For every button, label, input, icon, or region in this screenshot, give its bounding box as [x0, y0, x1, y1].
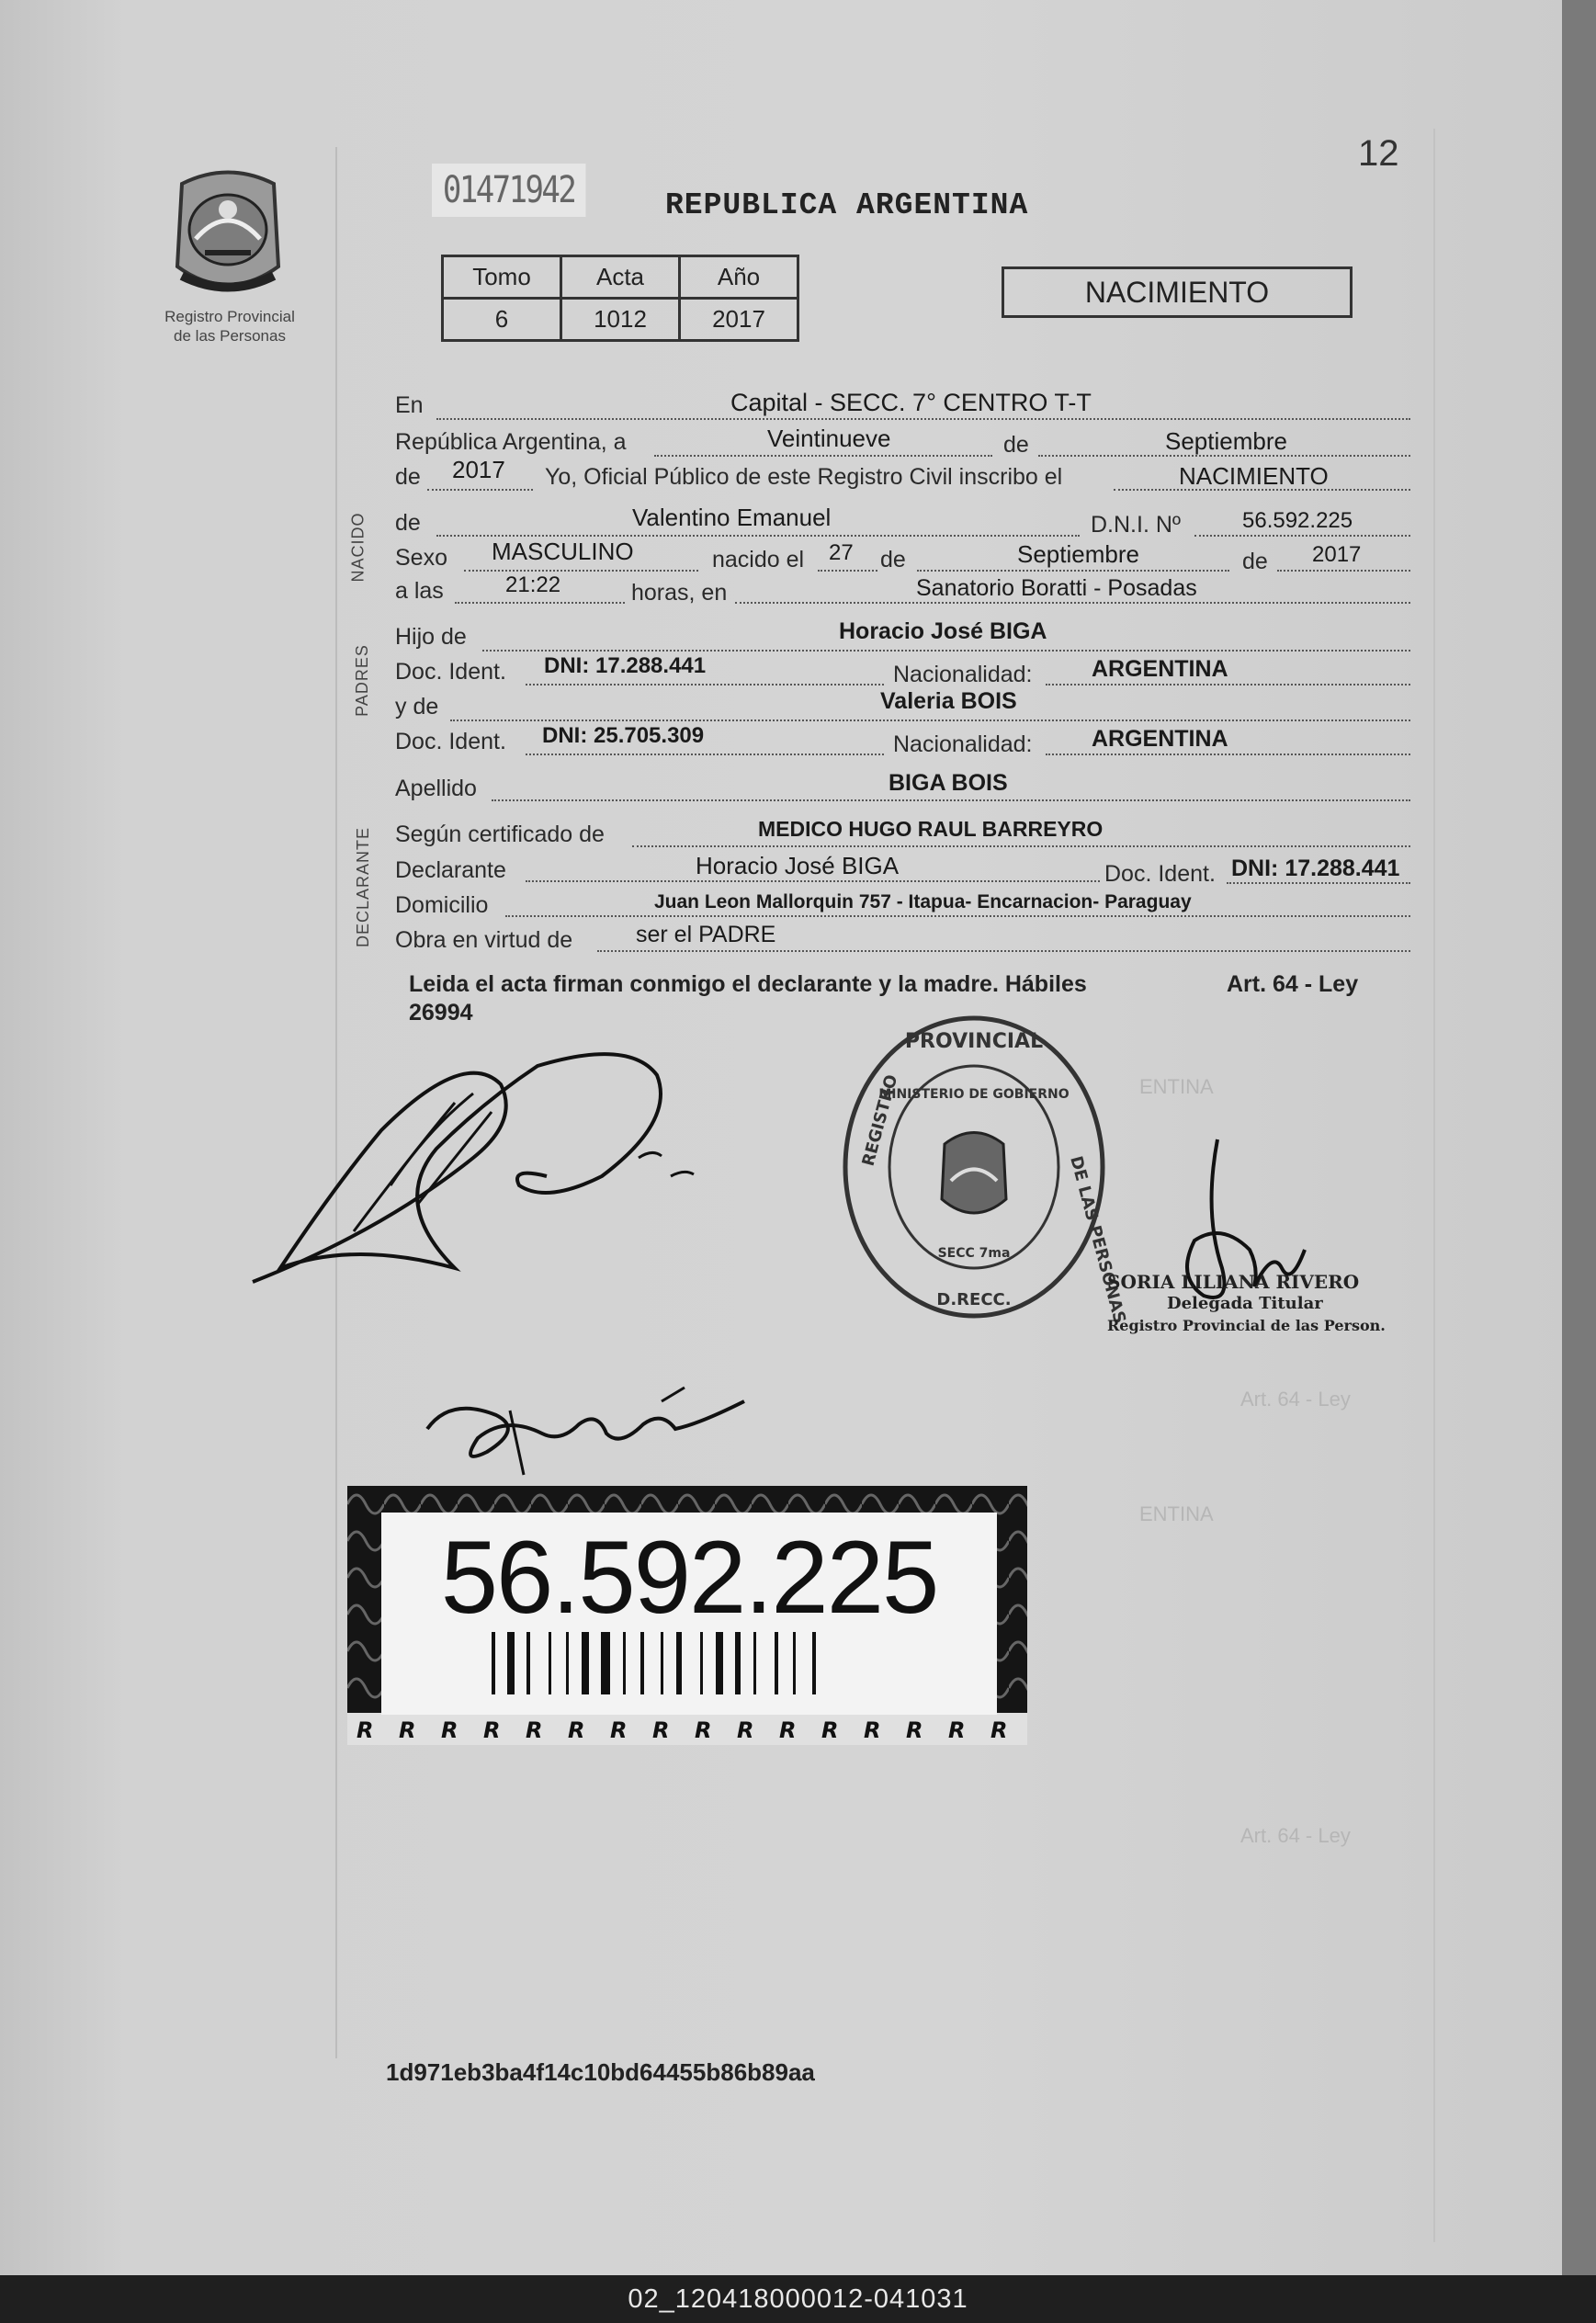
doc2-label: Doc. Ident.: [395, 729, 506, 754]
dotted-line: [505, 915, 1410, 917]
side-label-padres: PADRES: [352, 644, 371, 717]
dotted-line: [1194, 535, 1410, 537]
de-label: de: [1003, 432, 1029, 458]
svg-text:R: R: [399, 1717, 416, 1743]
country-title: REPUBLICA ARGENTINA: [665, 188, 1029, 222]
month-value: Septiembre: [1165, 427, 1287, 455]
ghost-mark: Art. 64 - Ley: [1240, 1388, 1351, 1411]
year-value: 2017: [452, 456, 505, 483]
closing-article: Art. 64 - Ley: [1227, 971, 1359, 997]
child-dni-value: 56.592.225: [1242, 508, 1353, 533]
closing-line1: Leida el acta firman conmigo el declarante y la madre. Hábiles: [409, 971, 1087, 997]
alas-label: a las: [395, 578, 444, 604]
address-value: Juan Leon Mallorquin 757 - Itapua- Encarnacion- Paraguay: [654, 891, 1192, 912]
svg-text:R: R: [948, 1717, 966, 1743]
birth-place-value: Sanatorio Boratti - Posadas: [916, 575, 1197, 601]
certificate-value: MEDICO HUGO RAUL BARREYRO: [758, 817, 1104, 841]
sex-value: MASCULINO: [492, 538, 634, 565]
svg-text:R: R: [821, 1717, 839, 1743]
ref-value-tomo: 6: [443, 299, 561, 341]
birth-year-value: 2017: [1312, 542, 1362, 567]
inscribed-value: NACIMIENTO: [1179, 462, 1329, 490]
dni-label: D.N.I. Nº: [1091, 512, 1182, 538]
yde-label: y de: [395, 694, 439, 720]
dotted-line: [597, 950, 1410, 952]
svg-text:R: R: [483, 1717, 501, 1743]
mother-nat-value: ARGENTINA: [1092, 726, 1228, 752]
nac-label: Nacionalidad:: [893, 662, 1033, 687]
scan-edge: [1562, 0, 1596, 2275]
ref-value-anio: 2017: [680, 299, 798, 341]
birth-day-value: 27: [829, 540, 854, 565]
svg-text:R: R: [779, 1717, 797, 1743]
dotted-line: [632, 845, 1410, 847]
capacity-value: ser el PADRE: [636, 922, 776, 947]
svg-text:R: R: [737, 1717, 754, 1743]
document-hash: 1d971eb3ba4f14c10bd64455b86b89aa: [386, 2058, 815, 2086]
serial-number: 01471942: [432, 164, 585, 217]
de5-label: de: [1242, 549, 1268, 574]
republica-label: República Argentina, a: [395, 429, 627, 455]
dotted-line: [450, 720, 1410, 721]
right-margin-line: [1433, 129, 1435, 2242]
sexo-label: Sexo: [395, 545, 447, 571]
de3-label: de: [395, 510, 421, 536]
apellido-label: Apellido: [395, 776, 477, 801]
svg-text:D.RECC.: D.RECC.: [936, 1290, 1012, 1309]
svg-text:REGISTRO: REGISTRO: [858, 1072, 902, 1169]
ghost-mark: ENTINA: [1139, 1502, 1214, 1525]
registry-stamp-icon: [836, 1011, 1130, 1326]
dotted-line: [1277, 570, 1410, 572]
svg-text:PROVINCIAL: PROVINCIAL: [904, 1030, 1044, 1053]
official-text: Yo, Oficial Público de este Registro Civil inscribo el: [545, 464, 1063, 490]
closing-line2: 26994: [409, 1000, 473, 1026]
surname-value: BIGA BOIS: [889, 770, 1008, 796]
nacido-label: nacido el: [712, 547, 805, 572]
mother-signature: [423, 1360, 753, 1479]
svg-text:R: R: [568, 1717, 585, 1743]
father-doc-value: DNI: 17.288.441: [544, 653, 707, 678]
svg-text:R: R: [610, 1717, 628, 1743]
ghost-mark: Art. 64 - Ley: [1240, 1824, 1351, 1847]
domicilio-label: Domicilio: [395, 892, 489, 918]
record-type-box: NACIMIENTO: [1002, 266, 1353, 318]
dotted-line: [526, 754, 884, 755]
dotted-line: [735, 602, 1410, 604]
declarante-label: Declarante: [395, 857, 506, 883]
dotted-line: [464, 570, 698, 572]
dotted-line: [1227, 882, 1410, 884]
official-name-block: [1107, 1271, 1386, 1337]
hijo-label: Hijo de: [395, 624, 467, 650]
nac2-label: Nacionalidad:: [893, 731, 1033, 757]
svg-text:R: R: [990, 1717, 1008, 1743]
doc3-label: Doc. Ident.: [1104, 861, 1216, 887]
day-words-value: Veintinueve: [767, 425, 891, 452]
place-value: Capital - SECC. 7° CENTRO T-T: [730, 389, 1092, 416]
side-label-declarante: DECLARANTE: [354, 826, 373, 948]
svg-text:DE LAS PERSONAS: DE LAS PERSONAS: [1066, 1153, 1130, 1326]
ref-value-acta: 1012: [561, 299, 680, 341]
svg-text:R: R: [864, 1717, 881, 1743]
en-label: En: [395, 392, 424, 418]
ref-header-tomo: Tomo: [443, 256, 561, 299]
declarant-signature: [243, 1048, 721, 1296]
dotted-line: [526, 880, 1100, 882]
doc-label: Doc. Ident.: [395, 659, 506, 685]
declarant-doc-value: DNI: 17.288.441: [1231, 856, 1400, 881]
birth-time-value: 21:22: [505, 572, 561, 597]
dotted-line: [492, 799, 1410, 801]
page-number: 12: [1358, 133, 1399, 174]
registry-name-line2: de las Personas: [174, 327, 286, 345]
official-title: Delegada Titular: [1167, 1294, 1323, 1313]
ref-header-acta: Acta: [561, 256, 680, 299]
svg-text:MINISTERIO DE GOBIERNO: MINISTERIO DE GOBIERNO: [878, 1087, 1070, 1102]
father-name-value: Horacio José BIGA: [839, 618, 1047, 644]
official-name: SORIA LILIANA RIVERO: [1107, 1271, 1360, 1293]
ref-header-anio: Año: [680, 256, 798, 299]
father-nat-value: ARGENTINA: [1092, 656, 1228, 682]
dotted-line: [436, 418, 1410, 420]
svg-text:SECC 7ma: SECC 7ma: [937, 1246, 1011, 1261]
svg-text:R: R: [652, 1717, 670, 1743]
dotted-line: [818, 570, 877, 572]
dotted-line: [1046, 684, 1410, 686]
dotted-line: [436, 535, 1080, 537]
svg-text:R: R: [441, 1717, 458, 1743]
registry-name-line1: Registro Provincial: [164, 308, 295, 325]
dotted-line: [427, 489, 533, 491]
dotted-line: [917, 570, 1229, 572]
reference-table: [441, 255, 799, 342]
provincial-seal-icon: [164, 165, 292, 303]
child-name-value: Valentino Emanuel: [632, 504, 832, 531]
ghost-mark: ENTINA: [1139, 1075, 1214, 1098]
official-office: Registro Provincial de las Person.: [1107, 1317, 1386, 1334]
mother-doc-value: DNI: 25.705.309: [542, 723, 705, 748]
declarant-value: Horacio José BIGA: [696, 852, 900, 879]
svg-text:R: R: [526, 1717, 543, 1743]
horas-label: horas, en: [631, 580, 728, 606]
registry-name: [147, 307, 312, 346]
segun-label: Según certificado de: [395, 822, 605, 847]
dotted-line: [1046, 754, 1410, 755]
svg-text:R: R: [906, 1717, 923, 1743]
dotted-line: [654, 455, 992, 457]
side-label-nacido: NACIDO: [348, 512, 368, 583]
mother-name-value: Valeria BOIS: [880, 688, 1017, 714]
obra-label: Obra en virtud de: [395, 927, 573, 953]
dotted-line: [455, 602, 625, 604]
svg-text:R: R: [357, 1717, 374, 1743]
footer-id: 02_120418000012-041031: [628, 2284, 968, 2314]
dotted-line: [482, 650, 1410, 652]
svg-text:R: R: [695, 1717, 712, 1743]
de4-label: de: [880, 547, 906, 572]
dotted-line: [526, 684, 884, 686]
de2-label: de: [395, 464, 421, 490]
barcode-number: 56.592.225: [440, 1520, 938, 1635]
birth-month-value: Septiembre: [1017, 540, 1139, 568]
